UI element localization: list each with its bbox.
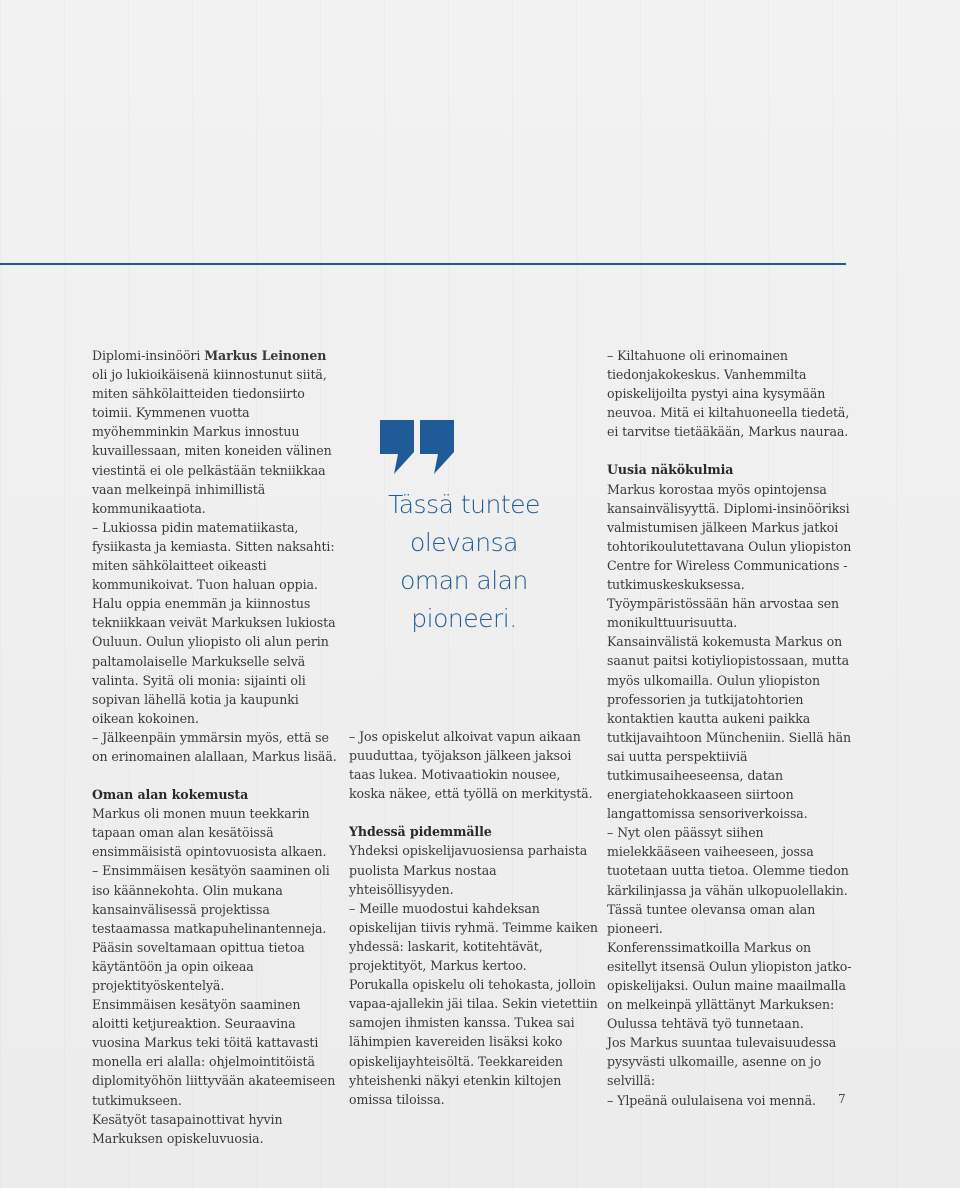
- intro-paragraph: [92, 346, 340, 518]
- paragraph: Porukalla opiskelu oli tehokasta, jolloin vapaa-ajallekin jäi tilaa. Sekin vietettiin samojen ihmisten kanssa. Tukea sai lähimpien kavereiden lisäksi koko opiskelijayhteisöltä. Teekkareiden yhteishenki näkyi etenkin kiltojen omissa tiloissa.: [349, 977, 598, 1107]
- subheading-kokemus: Oman alan kokemusta: [92, 787, 249, 803]
- paragraph: Konferenssimatkoilla Markus on esitellyt itsensä Oulun yliopiston jatko-opiskelijaksi. Oulun maine maailmalla on melkeinpä yllättänyt Markuksen: Oulussa tehtävä työ tunnetaan.: [607, 939, 852, 1032]
- pull-quote-text: [374, 486, 554, 638]
- intro-text: Diplomi-insinööri: [92, 348, 205, 363]
- paragraph: Halu oppia enemmän ja kiinnostus tekniikkaan veivät Markuksen lukiosta Ouluun. Oulun yliopisto oli alun perin paltamolaiselle Markukselle selvä valinta. Syitä oli monia: sijainti oli sopivan lähellä kotia ja kaupunki oikean kokoinen.: [92, 596, 336, 726]
- quote-mark-icon: [378, 418, 458, 478]
- paragraph: Jos Markus suuntaa tulevaisuudessa pysyvästi ulkomaille, asenne on jo selvillä:: [607, 1035, 837, 1089]
- paragraph: Kesätyöt tasapainottivat hyvin Markuksen opiskeluvuosia.: [92, 1111, 283, 1146]
- article-column-1: [92, 346, 340, 1148]
- article-column-3: [607, 346, 857, 1110]
- quote-line: olevansa: [410, 528, 518, 557]
- quote-line: oman alan: [400, 566, 528, 595]
- paragraph: – Lukiossa pidin matematiikasta, fysiikasta ja kemiasta. Sitten naksahti: miten sähkölaitteet oikeasti kommunikoivat. Tuon haluan oppia.: [92, 519, 335, 593]
- person-name: Markus Leinonen: [204, 348, 327, 363]
- paragraph: Markus korostaa myös opintojensa kansainvälisyyttä. Diplomi-insinööriksi valmistumisen jälkeen Markus jatkoi tohtorikoulutettavana Oulun yliopiston Centre for Wireless Communications -tutkimuskeskuksessa. Työympäristössään hän arvostaa sen monikulttuurisuutta.: [607, 481, 852, 631]
- paragraph: – Meille muodostui kahdeksan opiskelijan tiivis ryhmä. Teimme kaiken yhdessä: laskarit, kotitehtävät, projektityöt, Markus kertoo.: [349, 900, 598, 974]
- paragraph: Ensimmäisen kesätyön saaminen aloitti ketjureaktion. Seuraavina vuosina Markus teki töitä kattavasti monella eri alalla: ohjelmointitöistä diplomityöhön liittyvään akateemiseen tutkimukseen.: [92, 997, 336, 1108]
- paragraph: – Jos opiskelut alkoivat vapun aikaan puuduttaa, työjakson jälkeen jaksoi taas lukea. Motivaatiokin nousee, koska näkee, että työllä on merkitystä.: [349, 729, 593, 802]
- subheading-uusia: Uusia näkökulmia: [607, 462, 734, 478]
- page-number: 7: [838, 1092, 846, 1106]
- quote-line: Tässä tuntee: [388, 490, 540, 519]
- paragraph: – Kiltahuone oli erinomainen tiedonjakokeskus. Vanhemmilta opiskelijoilta pystyi aina kysymään neuvoa. Mitä ei kiltahuoneella tiedetä, ei tarvitse tietääkään, Markus nauraa.: [607, 348, 850, 440]
- top-rule: [0, 263, 846, 265]
- article-column-2: [349, 727, 599, 1109]
- subheading-yhdessa: Yhdessä pidemmälle: [349, 824, 492, 840]
- quote-line: pioneeri.: [411, 604, 517, 633]
- paragraph: – Jälkeenpäin ymmärsin myös, että se on erinomainen alallaan, Markus lisää.: [92, 729, 337, 764]
- paragraph: Markus oli monen muun teekkarin tapaan oman alan kesätöissä ensimmäisistä opintovuosista alkaen.: [92, 806, 327, 860]
- paragraph: Kansainvälistä kokemusta Markus on saanut paitsi kotiyliopistossaan, mutta myös ulkomailla. Oulun yliopiston professorien ja tutkijatohtorien kontaktien kautta aukeni paikka tutkijavaihtoon Müncheniin. Siellä hän sai uutta perspektiiviä tutkimusaiheeseensa, datan energiatehokkaaseen siirtoon langattomissa sensoriverkoissa.: [607, 634, 852, 822]
- paragraph: – Ylpeänä oululaisena voi mennä.: [607, 1092, 816, 1108]
- paragraph: – Nyt olen päässyt siihen mielekkääseen vaiheeseen, jossa tuotetaan uutta tietoa. Olemme tiedon kärkilinjassa ja vähän ulkopuolellakin. Tässä tuntee olevansa oman alan pioneeri.: [607, 825, 849, 936]
- paragraph: – Ensimmäisen kesätyön saaminen oli iso käännekohta. Olin mukana kansainvälisessä projektissa testaamassa matkapuhelinantenneja. Pääsin soveltamaan opittua tietoa käytäntöön ja opin oikeaa projektityöskentelyä.: [92, 863, 330, 993]
- intro-text-rest: oli jo lukioikäisenä kiinnostunut siitä, miten sähkölaitteiden tiedonsiirto toimii. Kymmenen vuotta myöhemminkin Markus innostuu kuvaillessaan, miten koneiden välinen viestintä ei ole pelkästään tekniikkaa vaan melkeinpä inhimillistä kommunikaatiota.: [92, 367, 332, 516]
- paragraph: Yhdeksi opiskelijavuosiensa parhaista puolista Markus nostaa yhteisöllisyyden.: [349, 843, 588, 897]
